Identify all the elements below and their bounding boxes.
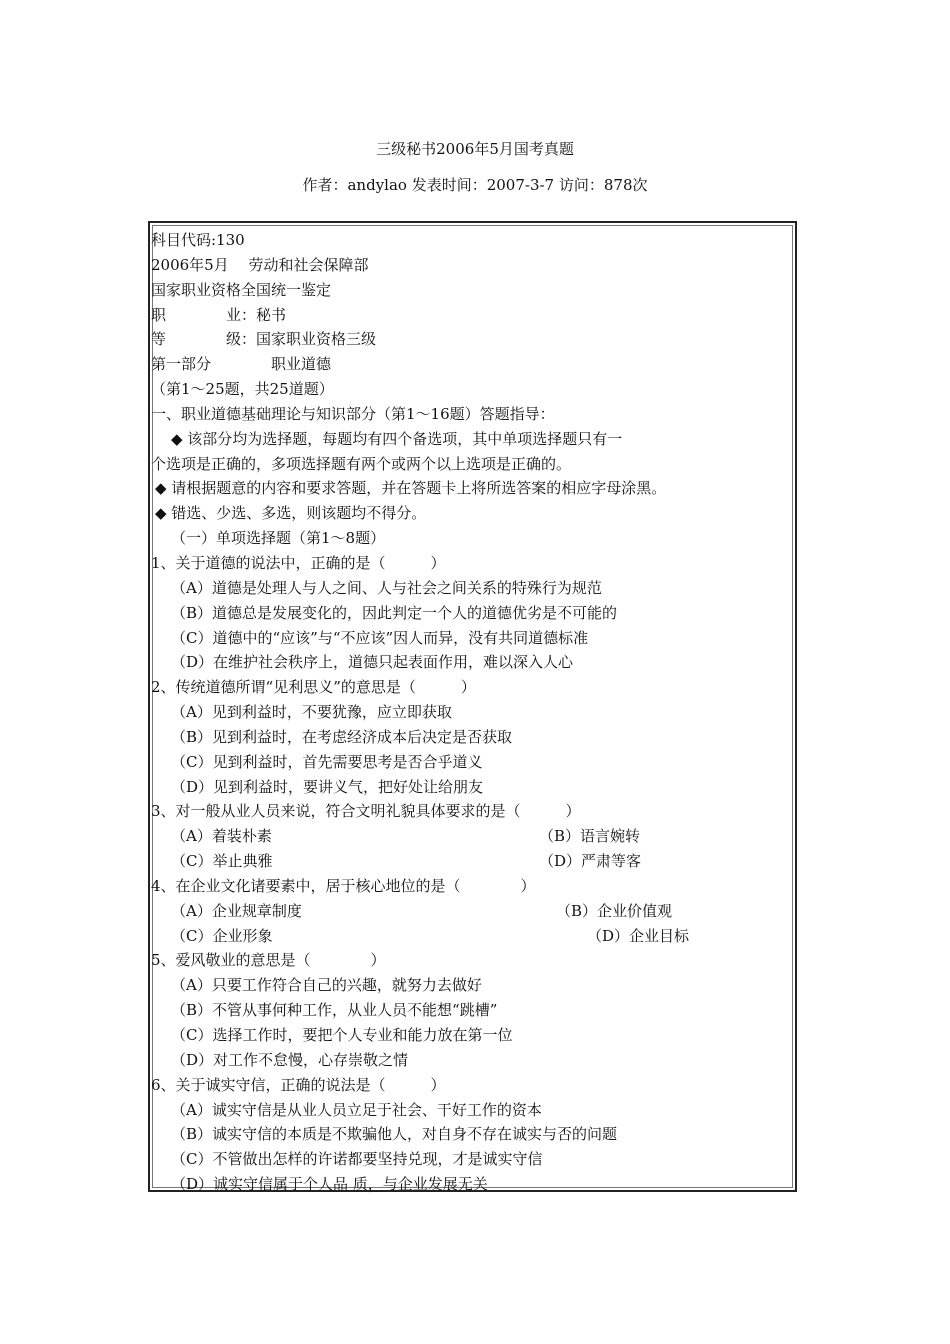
answer-option: （B）道德总是发展变化的，因此判定一个人的道德优劣是不可能的 <box>171 603 618 622</box>
answer-option: （D）对工作不怠慢，心存崇敬之情 <box>171 1050 409 1069</box>
answer-option: （A）道德是处理人与人之间、人与社会之间关系的特殊行为规范 <box>171 578 602 597</box>
option-row <box>151 849 791 874</box>
answer-option: （A）着装朴素 <box>171 827 272 846</box>
option-row <box>151 824 791 849</box>
answer-option: （D）见到利益时，要讲义气，把好处让给朋友 <box>171 777 484 796</box>
option-row <box>151 899 791 924</box>
question-stem: 1、关于道德的说法中，正确的是（ ） <box>151 553 446 572</box>
answer-option: （A）只要工作符合自己的兴趣，就努力去做好 <box>171 976 482 995</box>
question-stem: 3、对一般从业人员来说，符合文明礼貌具体要求的是（ ） <box>151 802 581 821</box>
guide-line: ◆ 请根据题意的内容和要求答题，并在答题卡上将所选答案的相应字母涂黑。 <box>155 479 667 498</box>
answer-option: （C）企业形象 <box>171 926 273 945</box>
guide-line: ◆ 错选、少选、多选，则该题均不得分。 <box>155 504 427 523</box>
question-stem: 6、关于诚实守信，正确的说法是（ ） <box>151 1075 446 1094</box>
answer-option: （A）见到利益时，不要犹豫，应立即获取 <box>171 703 452 722</box>
answer-option: （B）见到利益时，在考虑经济成本后决定是否获取 <box>171 727 513 746</box>
exam-date: 2006年5月 劳动和社会保障部 <box>151 255 369 274</box>
section-heading: 一、职业道德基础理论与知识部分（第1～16题）答题指导： <box>151 404 555 423</box>
exam-authority: 国家职业资格全国统一鉴定 <box>151 280 332 299</box>
answer-option: （C）不管做出怎样的许诺都要坚持兑现，才是诚实守信 <box>171 1150 543 1169</box>
answer-option: （A）企业规章制度 <box>171 901 302 920</box>
exam-profession: 职 业：秘书 <box>151 305 287 324</box>
answer-option: （D）企业目标 <box>587 926 690 945</box>
answer-option: （D）严肃等客 <box>539 852 642 871</box>
exam-content <box>151 228 791 1197</box>
answer-option: （B）企业价值观 <box>556 901 673 920</box>
subsection-heading: （一）单项选择题（第1～8题） <box>171 529 386 548</box>
question-stem: 2、传统道德所谓“见利思义”的意思是（ ） <box>151 678 476 697</box>
option-row <box>151 924 791 949</box>
document-title: 三级秘书2006年5月国考真题 <box>376 140 574 158</box>
answer-option: （A）诚实守信是从业人员立足于社会、干好工作的资本 <box>171 1100 542 1119</box>
question-stem: 5、爱风敬业的意思是（ ） <box>151 951 386 970</box>
answer-option: （C）道德中的“应该”与“不应该”因人而异，没有共同道德标准 <box>171 628 589 647</box>
subject-code: 科目代码:130 <box>151 231 245 249</box>
answer-option: （B）不管从事何种工作，从业人员不能想“跳槽” <box>171 1001 498 1020</box>
guide-line: 个选项是正确的，多项选择题有两个或两个以上选项是正确的。 <box>151 454 572 473</box>
question-range: （第1～25题，共25道题） <box>151 380 334 399</box>
exam-frame <box>148 221 797 1192</box>
answer-option: （D）在维护社会秩序上，道德只起表面作用，难以深入人心 <box>171 653 574 672</box>
answer-option: （C）举止典雅 <box>171 852 273 871</box>
answer-option: （B）语言婉转 <box>539 827 641 846</box>
part-heading: 第一部分 职业道德 <box>151 355 332 374</box>
exam-level: 等 级：国家职业资格三级 <box>151 330 377 349</box>
answer-option: （D）诚实守信属于个人品 质，与企业发展无关 <box>171 1175 488 1194</box>
document-meta: 作者：andylao 发表时间：2007-3-7 访问：878次 <box>302 176 648 194</box>
answer-option: （C）选择工作时，要把个人专业和能力放在第一位 <box>171 1026 513 1044</box>
question-stem: 4、在企业文化诸要素中，居于核心地位的是（ ） <box>151 876 536 895</box>
answer-option: （B）诚实守信的本质是不欺骗他人，对自身不存在诚实与否的问题 <box>171 1125 618 1144</box>
answer-option: （C）见到利益时，首先需要思考是否合乎道义 <box>171 752 483 771</box>
guide-line: ◆ 该部分均为选择题，每题均有四个备选项，其中单项选择题只有一 <box>171 429 623 448</box>
